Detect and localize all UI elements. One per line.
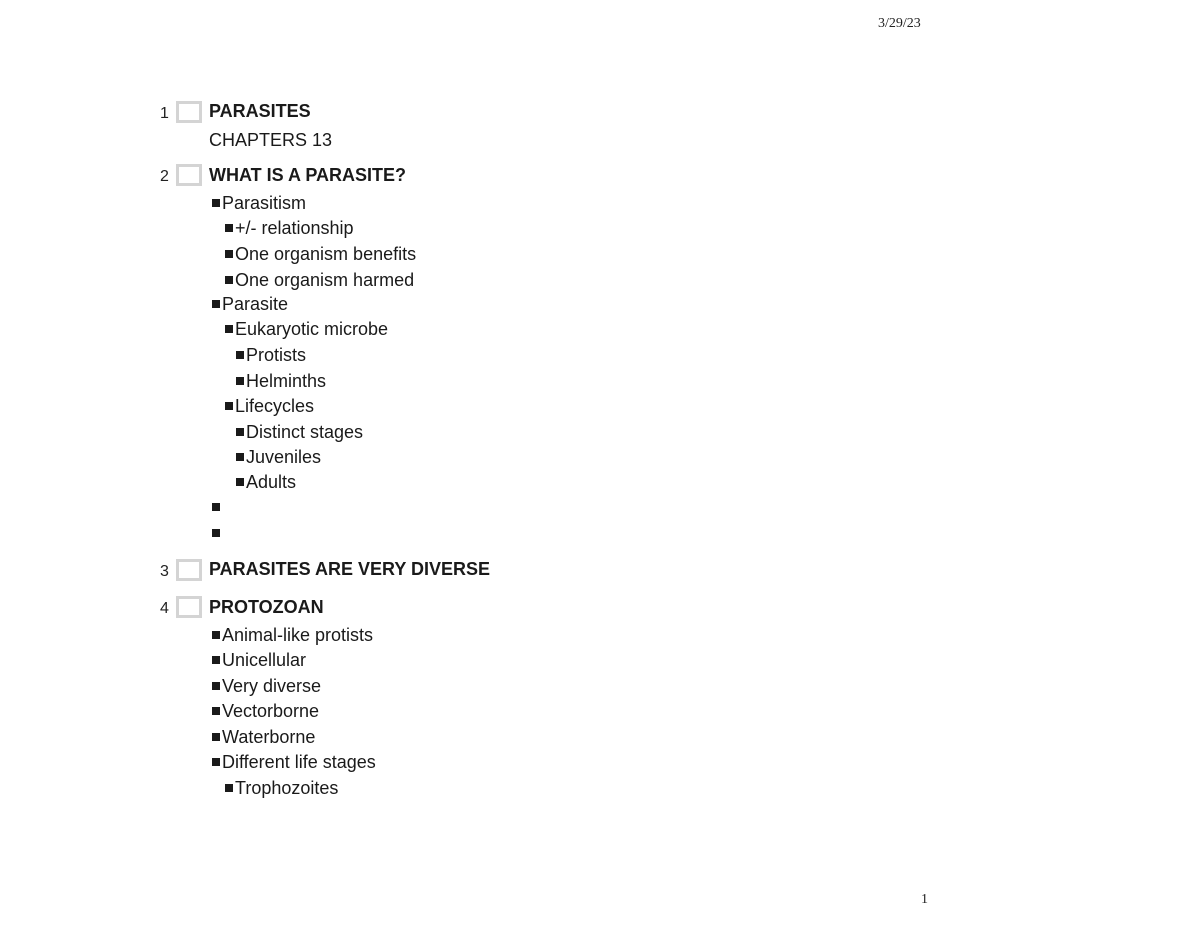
bullet-text: Vectorborne xyxy=(222,701,320,721)
bullet-item xyxy=(236,345,306,365)
square-bullet-icon xyxy=(212,682,220,690)
bullet-item xyxy=(225,396,314,416)
bullet-text: Adults xyxy=(246,472,297,492)
bullet-item xyxy=(225,319,388,339)
square-bullet-icon xyxy=(225,250,233,258)
square-bullet-icon xyxy=(236,351,244,359)
bullet-text: Parasitism xyxy=(222,193,307,213)
bullet-item xyxy=(212,294,288,314)
square-bullet-icon xyxy=(236,377,244,385)
bullet-text: One organism benefits xyxy=(235,244,417,264)
slide-thumbnail[interactable] xyxy=(176,164,202,186)
bullet-text: Protists xyxy=(246,345,307,365)
square-bullet-icon xyxy=(236,478,244,486)
bullet-item xyxy=(212,497,222,517)
bullet-text: Juveniles xyxy=(246,447,322,467)
slide-number: 4 xyxy=(160,600,169,617)
print-date: 3/29/23 xyxy=(878,16,921,31)
bullet-text: Helminths xyxy=(246,371,327,391)
bullet-item xyxy=(212,676,321,696)
bullet-text: Very diverse xyxy=(222,676,322,696)
bullet-item xyxy=(225,270,414,290)
bullet-text: One organism harmed xyxy=(235,270,415,290)
page-number: 1 xyxy=(921,892,928,907)
bullet-item xyxy=(212,193,306,213)
bullet-text: +/- relationship xyxy=(235,218,354,238)
square-bullet-icon xyxy=(212,758,220,766)
bullet-item xyxy=(225,778,338,798)
bullet-text: Parasite xyxy=(222,294,289,314)
square-bullet-icon xyxy=(225,276,233,284)
slide-thumbnail[interactable] xyxy=(176,559,202,581)
square-bullet-icon xyxy=(225,402,233,410)
bullet-text: Waterborne xyxy=(222,727,316,747)
square-bullet-icon xyxy=(212,503,220,511)
square-bullet-icon xyxy=(212,707,220,715)
bullet-item xyxy=(236,472,296,492)
bullet-item xyxy=(212,752,376,772)
square-bullet-icon xyxy=(236,428,244,436)
square-bullet-icon xyxy=(212,631,220,639)
bullet-item xyxy=(212,650,306,670)
bullet-item xyxy=(212,701,319,721)
bullet-item xyxy=(212,625,373,645)
bullet-item xyxy=(212,727,315,747)
slide-number: 3 xyxy=(160,563,169,580)
slide-number: 1 xyxy=(160,105,169,122)
square-bullet-icon xyxy=(225,325,233,333)
bullet-text: Eukaryotic microbe xyxy=(235,319,389,339)
slide-title: PROTOZOAN xyxy=(209,597,324,617)
square-bullet-icon xyxy=(225,224,233,232)
bullet-text: Trophozoites xyxy=(235,778,339,798)
square-bullet-icon xyxy=(212,300,220,308)
slide-number: 2 xyxy=(160,168,169,185)
slide-title: WHAT IS A PARASITE? xyxy=(209,165,406,185)
bullet-text: Lifecycles xyxy=(235,396,315,416)
square-bullet-icon xyxy=(212,733,220,741)
bullet-item xyxy=(236,422,363,442)
bullet-text: Animal-like protists xyxy=(222,625,374,645)
bullet-text: Unicellular xyxy=(222,650,307,670)
square-bullet-icon xyxy=(212,529,220,537)
slide-thumbnail[interactable] xyxy=(176,596,202,618)
slide-title: PARASITES ARE VERY DIVERSE xyxy=(209,559,491,579)
square-bullet-icon xyxy=(212,656,220,664)
slide-subtitle: CHAPTERS 13 xyxy=(209,130,333,150)
bullet-text: Distinct stages xyxy=(246,422,364,442)
slide-thumbnail[interactable] xyxy=(176,101,202,123)
bullet-text: Different life stages xyxy=(222,752,376,772)
square-bullet-icon xyxy=(225,784,233,792)
square-bullet-icon xyxy=(212,199,220,207)
slide-title: PARASITES xyxy=(209,101,311,121)
bullet-item xyxy=(212,523,222,543)
bullet-item xyxy=(236,447,321,467)
bullet-item xyxy=(236,371,326,391)
bullet-item xyxy=(225,244,416,264)
square-bullet-icon xyxy=(236,453,244,461)
bullet-item xyxy=(225,218,354,238)
